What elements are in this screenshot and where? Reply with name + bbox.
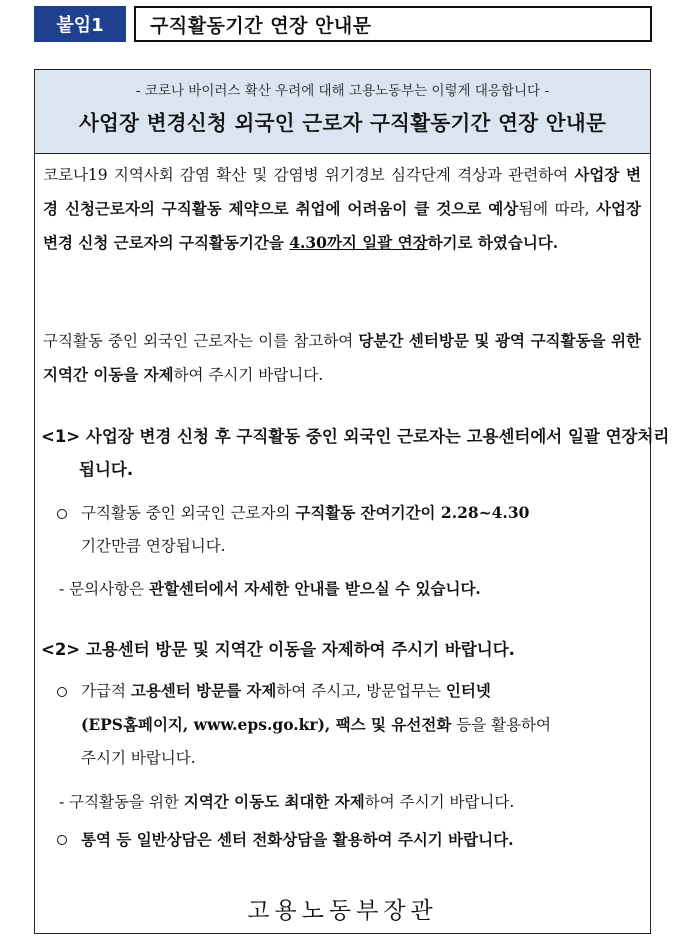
s2-item1-text-a: 가급적 [81,682,131,700]
intro-p1-text-c: 됨에 따라, [518,200,597,218]
intro-p1-deadline: 4.30까지 일괄 연장 [289,233,428,252]
bullet-circle-icon [57,687,67,697]
attachment-header [34,6,652,42]
s2-item1-text-g: 주시기 바랍니다. [81,749,196,767]
s2-dash-text-c: 하여 주시기 바랍니다. [364,793,515,811]
bullet-circle-icon [57,509,67,519]
bullet-circle-icon [57,835,67,845]
s1-item1-text-c: 기간만큼 연장됩니다. [81,537,226,555]
section-1-dash-1 [59,574,643,604]
notice-frame [34,69,670,934]
section-2-item-2: 통역 등 일반상담은 센터 전화상담을 활용하여 주시기 바랍니다. [81,830,514,849]
intro-p2-text-c: 하여 주시기 바랍니다. [173,366,324,384]
intro-p1-bold-b: 사업장 변경 신청근로자의 구직활동 제약으로 취업에 어려움이 클 것으로 예상 [43,165,641,218]
attachment-title: 구직활동기간 연장 안내문 [134,6,652,42]
s2-dash-text-a: - 구직활동을 위한 [59,793,184,811]
section-1-number: <1> [41,427,81,446]
s2-item1-bold-b: 고용센터 방문를 자제 [130,681,277,700]
s1-item1-bold-b: 구직활동 잔여기간이 2.28~4.30 [295,503,530,522]
section-2-dash-1 [59,787,643,817]
banner-title: 사업장 변경신청 외국인 근로자 구직활동기간 연장 안내문 [78,111,607,135]
attachment-badge: 붙임1 [34,6,126,42]
section-2-heading [41,633,643,666]
s2-item1-bold-e: (EPS홈페이지, www.eps.go.kr), 팩스 및 유선전화 [81,715,452,734]
signature: 고용노동부장관 [247,898,438,924]
s1-dash-bold-b: 관할센터에서 자세한 안내를 받으실 수 있습니다. [148,579,481,598]
section-1-item-1 [81,496,643,563]
s1-item1-text-a: 구직활동 중인 외국인 근로자의 [81,504,296,522]
intro-p1-text-a: 코로나19 지역사회 감염 확산 및 감염병 위기경보 심각단계 격상과 관련하여 [43,166,575,184]
banner-subtitle: - 코로나 바이러스 확산 우려에 대해 고용노동부는 이렇게 대응합니다 - [135,83,550,99]
s2-item1-text-c: 하여 주시고, 방문업무는 [276,682,446,700]
intro-paragraph-1 [43,158,641,260]
notice-banner [35,70,650,154]
section-1-heading [41,420,681,486]
s2-item1-bold-d: 인터넷 [445,681,491,700]
section-2-number: <2> [41,640,81,659]
intro-p2-text-a: 구직활동 중인 외국인 근로자는 이를 참고하여 [43,332,359,350]
section-2-item-1 [81,674,643,775]
intro-p2-bold-b: 당분간 센터방문 및 광역 구직활동을 위한 지역간 이동을 자제 [43,331,641,384]
intro-paragraph-2 [43,324,641,392]
s2-dash-bold-b: 지역간 이동도 최대한 자제 [183,792,365,811]
section-1-title: 사업장 변경 신청 후 구직활동 중인 외국인 근로자는 고용센터에서 일괄 연장처리됩니다. [79,427,670,479]
s2-item1-text-f: 등을 활용하여 [451,716,552,734]
intro-p1-bold-f: 하기로 하였습니다. [427,233,559,252]
section-2-title: 고용센터 방문 및 지역간 이동을 자제하여 주시기 바랍니다. [85,640,515,659]
s1-dash-text-a: - 문의사항은 [59,580,149,598]
intro-p1-bold-d: 사업장 변경 신청 근로자의 구직활동기간을 [43,199,641,252]
